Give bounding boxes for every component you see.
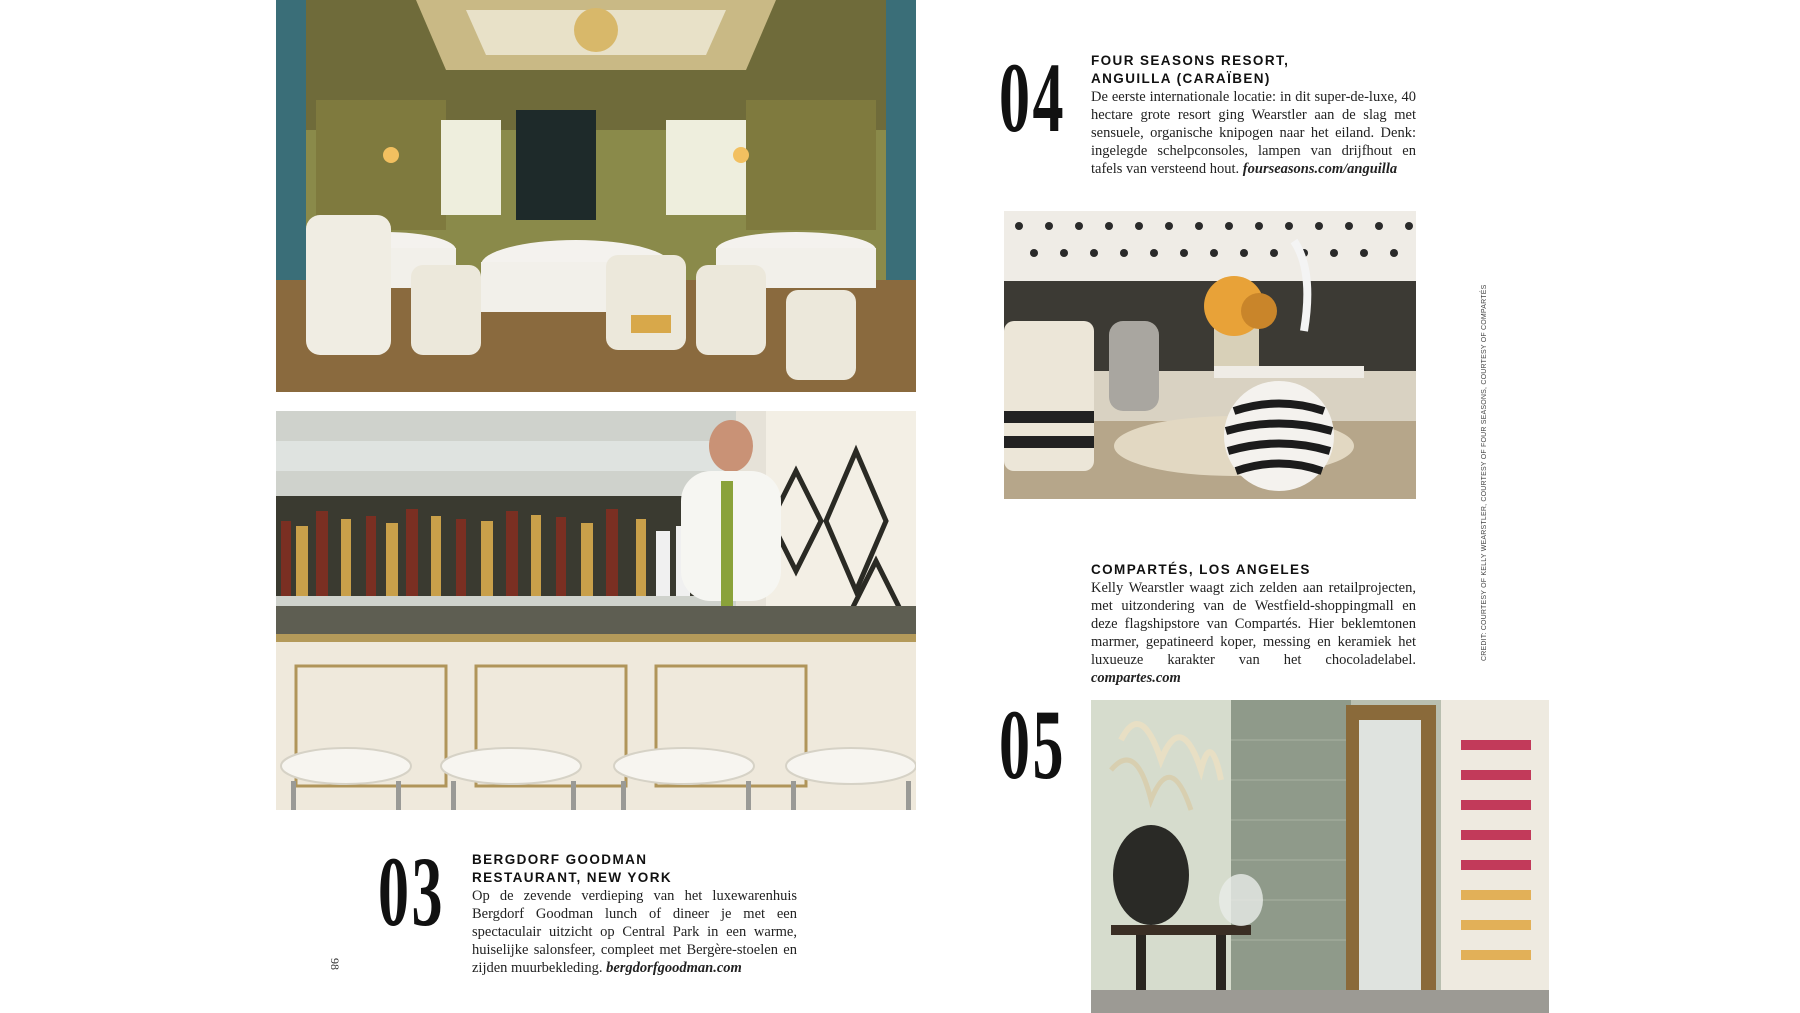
entry-03-body-text: Op de zevende verdieping van het luxewarenhuis Bergdorf Goodman lunch of dineer je met een spectaculair uitzicht op Central Park in een warme, huiselijke salonsfeer, compleet met Bergère-stoelen en zijden muurbekleding.: [472, 888, 797, 976]
entry-03-heading-line2: RESTAURANT, NEW YORK: [472, 870, 673, 885]
entry-05-heading-line1: COMPARTÉS, LOS ANGELES: [1091, 562, 1311, 577]
entry-number-05: 05: [999, 689, 1066, 800]
entry-03-text: [472, 851, 797, 977]
entry-04-heading-line1: FOUR SEASONS RESORT,: [1091, 53, 1290, 68]
entry-05-link[interactable]: compartes.com: [1091, 670, 1181, 686]
entry-04-heading-line2: ANGUILLA (CARAÏBEN): [1091, 71, 1271, 86]
resort-lounge-photo: [1004, 211, 1416, 499]
entry-03-heading-line1: BERGDORF GOODMAN: [472, 852, 648, 867]
photo-credit: CREDIT: COURTESY OF KELLY WEARSTLER, COURTESY OF FOUR SEASONS, COURTESY OF COMPARTÉS: [1481, 284, 1488, 661]
entry-number-04: 04: [999, 42, 1066, 153]
entry-03-link[interactable]: bergdorfgoodman.com: [606, 960, 742, 976]
chocolate-store-photo: [1091, 700, 1549, 1013]
entry-05-body-text: Kelly Wearstler waagt zich zelden aan retailprojecten, met uitzondering van de Westfield-shoppingmall en deze flagshipstore van Compartés. Hier beklemtonen marmer, gepatineerd koper, messing en keramiek het luxueuze karakter van het chocoladelabel.: [1091, 580, 1416, 668]
page-number: 98: [328, 958, 342, 970]
entry-03-body: [472, 887, 797, 977]
entry-05-body: [1091, 579, 1416, 687]
entry-05-text: [1091, 561, 1416, 687]
entry-04-body: [1091, 88, 1416, 178]
entry-04-text: [1091, 52, 1416, 178]
bar-counter-photo: [276, 411, 916, 810]
entry-04-body-text: De eerste internationale locatie: in dit super-de-luxe, 40 hectare grote resort ging Wearstler aan de slag met sensuele, organische knipogen naar het eiland. Denk: ingelegde schelpconsoles, lampen van drijfhout en tafels van versteend hout.: [1091, 89, 1416, 177]
entry-number-03: 03: [378, 836, 445, 947]
restaurant-dining-room-photo: [276, 0, 916, 392]
entry-04-link[interactable]: fourseasons.com/anguilla: [1242, 161, 1398, 177]
